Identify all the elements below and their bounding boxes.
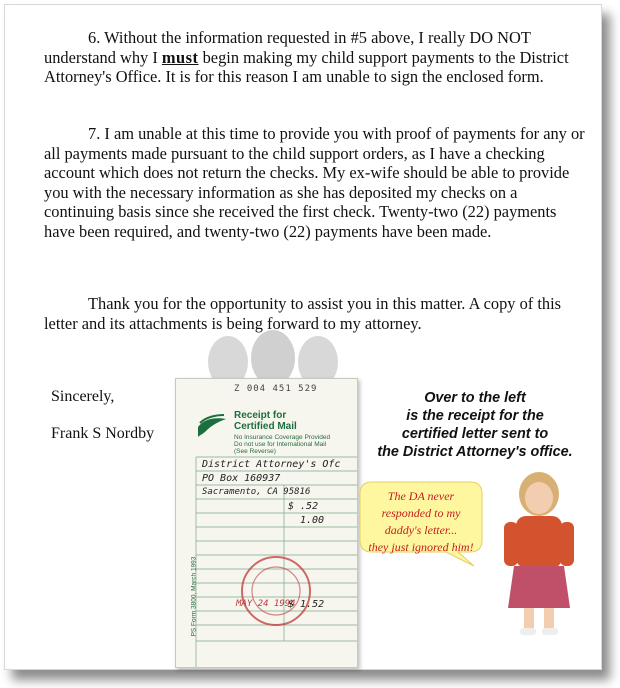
must-emphasis: must	[161, 47, 199, 67]
handwritten-postage: $ .52	[288, 501, 319, 512]
paragraph-6-text-b: begin making my child support payments to the District Attorney's Office. It is for this reason I am unable to sign the enclosed form.	[44, 47, 569, 87]
handwritten-city: Sacramento, CA 95816	[202, 487, 311, 497]
ps-form-label: PS Form 3800, March 1993	[190, 556, 198, 637]
bubble-line-2: responded to my	[381, 506, 461, 520]
paragraph-8: Thank you for the opportunity to assist you in this matter. A copy of this letter and its attachments is being forward to my attorney.	[44, 294, 562, 333]
handwritten-fee: 1.00	[300, 515, 325, 526]
fine-print-3: (See Reverse)	[234, 448, 276, 455]
certified-mail-receipt	[175, 378, 358, 668]
speech-bubble-text	[358, 488, 484, 556]
caption-line-4: the District Attorney's office.	[377, 444, 573, 460]
postmark-date: MAY 24 1994	[236, 599, 296, 609]
bubble-line-3: daddy's letter...	[384, 523, 458, 537]
receipt-title-line-1: Receipt for	[234, 410, 287, 421]
receipt-caption	[362, 389, 588, 461]
caption-line-1: Over to the left	[424, 390, 526, 406]
fine-print-2: Do not use for International Mail	[234, 441, 327, 448]
receipt-number: Z 004 451 529	[234, 384, 318, 394]
fine-print-1: No Insurance Coverage Provided	[234, 434, 331, 441]
bubble-line-1: The DA never	[387, 489, 455, 503]
handwritten-total: $ 1.52	[288, 599, 325, 610]
caption-line-3: certified letter sent to	[401, 426, 549, 442]
girl-photo	[494, 468, 584, 638]
handwritten-recipient: District Attorney's Ofc	[202, 459, 341, 470]
closing: Sincerely,	[51, 388, 115, 405]
postmark-stamp	[236, 551, 316, 631]
bubble-line-4: they just ignored him!	[368, 540, 474, 554]
handwritten-box: PO Box 160937	[202, 473, 281, 484]
paragraph-6-text-a: 6. Without the information requested in #5 above, I really DO NOT understand why I	[44, 28, 531, 67]
signer-name: Frank S Nordby	[51, 425, 155, 442]
paragraph-7: 7. I am unable at this time to provide you with proof of payments for any or all payments made pursuant to the child support orders, as I have a checking account which does not return the checks. My ex-wife should be able to provide you with the necessary information as she has deposited my checks on a continuing basis since she received the first check. Twenty-two (22) payments have been required, and twenty-two (22) payments have been made.	[44, 124, 585, 241]
caption-line-2: is the receipt for the	[406, 408, 544, 424]
receipt-title-line-2: Certified Mail	[234, 421, 297, 432]
paragraph-6	[44, 28, 586, 87]
